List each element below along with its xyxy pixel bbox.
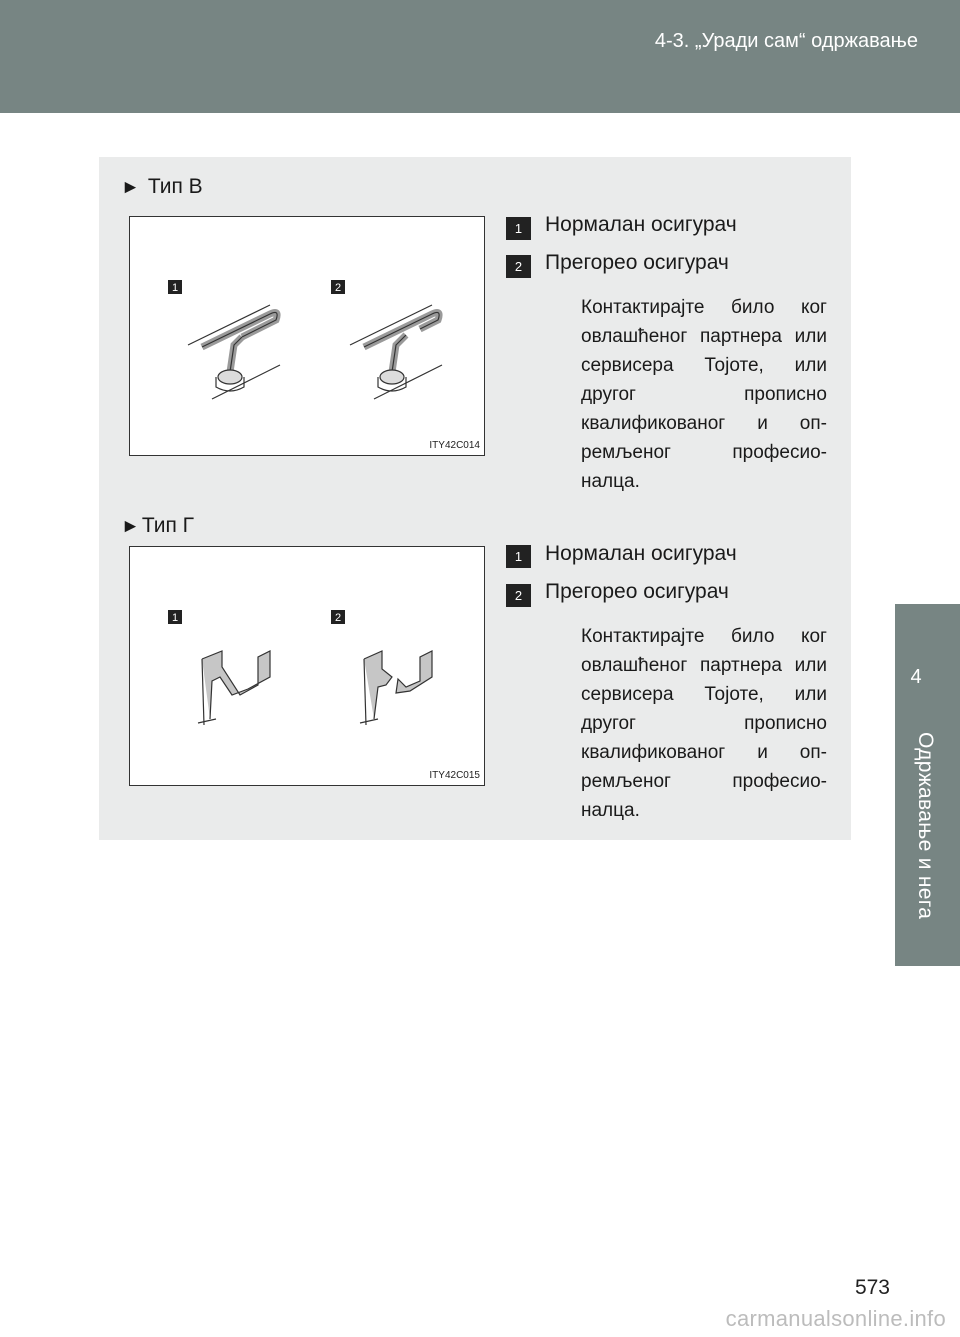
item-label-normal-fuse: Нормалан осигурач (545, 213, 737, 236)
item-badge-2: 2 (506, 255, 531, 278)
chapter-tab (895, 604, 960, 966)
type-b-heading-text: Тип В (147, 175, 203, 198)
item-badge-1: 1 (506, 217, 531, 240)
blown-fuse-drawing (360, 651, 432, 725)
contact-note: Контактирајте било ког овлашћеног партнера или сервисера Тојоте, или другог прописно квалификованог и оп-ремљеног професио-налца. (581, 297, 827, 492)
item-label-blown-fuse: Прегорео осигурач (545, 251, 729, 274)
figure-badge-1-text: 1 (171, 282, 179, 294)
contact-note: Контактирајте било ког овлашћеног партнера или сервисера Тојоте, или другог прописно квалификованог и оп-ремљеног професио-налца. (581, 626, 827, 821)
type-g-heading (121, 514, 194, 538)
fuse-type-g-illustration (130, 547, 486, 787)
header-bar (0, 0, 960, 113)
item-label-blown-fuse: Прегорео осигурач (545, 580, 729, 603)
triangle-right-icon: ► (121, 177, 140, 198)
normal-fuse-drawing (198, 651, 270, 725)
type-g-heading-text: Тип Г (141, 514, 195, 537)
content-box (99, 157, 851, 840)
figure-code: ITY42C015 (429, 770, 480, 781)
section-title: 4-3. „Уради сам“ одржавање (654, 30, 918, 52)
figure-badge-2-text: 2 (334, 282, 342, 294)
figure-type-b (129, 216, 485, 456)
item-badge-1: 1 (506, 545, 531, 568)
figure-badge-2-text: 2 (334, 612, 342, 624)
page-number: 573 (854, 1276, 890, 1299)
item-badge-2: 2 (506, 584, 531, 607)
chapter-number: 4 (910, 666, 922, 688)
figure-badge-1-text: 1 (171, 612, 179, 624)
blown-fuse-drawing (350, 305, 442, 399)
normal-fuse-drawing (188, 305, 280, 399)
triangle-right-icon: ► (121, 516, 140, 537)
figure-code: ITY42C014 (429, 440, 480, 451)
watermark: carmanualsonline.info (725, 1306, 946, 1331)
fuse-type-b-illustration (130, 217, 486, 457)
chapter-label: Одржавање и нега (914, 732, 937, 920)
figure-type-g (129, 546, 485, 786)
type-b-heading (121, 175, 203, 199)
item-label-normal-fuse: Нормалан осигурач (545, 542, 737, 565)
